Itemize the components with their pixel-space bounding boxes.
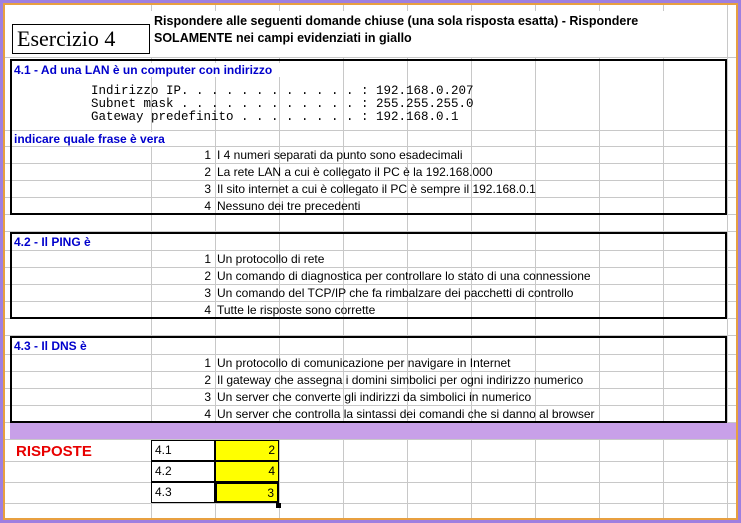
question-4-1-prompt[interactable]: indicare quale frase è vera [12, 132, 198, 146]
grid-line [727, 5, 728, 518]
instruction-line-1: Rispondere alle seguenti domande chiuse (una sola risposta esatta) - Rispondere [154, 14, 639, 28]
option-text[interactable]: Tutte le risposte sono corrette [217, 303, 376, 317]
option-text[interactable]: Il gateway che assegna i domini simbolici per ogni indirizzo numerico [217, 373, 584, 387]
answer-cell-4-2[interactable]: 4 [215, 461, 279, 482]
answer-label-4-1[interactable]: 4.1 [151, 440, 215, 461]
option-text[interactable]: La rete LAN a cui è collegato il PC è la 192.168.000 [217, 165, 493, 179]
grid-line [5, 482, 736, 483]
grid-line [5, 461, 736, 462]
instruction-line-2: SOLAMENTE nei campi evidenziati in giallo [154, 31, 412, 45]
option-number[interactable]: 3 [204, 286, 211, 300]
spreadsheet [5, 5, 736, 518]
gateway-line: Gateway predefinito . . . . . . . . : 192.168.0.1 [91, 110, 459, 124]
answer-label-4-2[interactable]: 4.2 [151, 461, 215, 482]
option-number[interactable]: 2 [204, 373, 211, 387]
option-text[interactable]: Un protocollo di comunicazione per navigare in Internet [217, 356, 511, 370]
question-4-3-title[interactable]: 4.3 - Il DNS è [12, 339, 124, 353]
question-4-1-title[interactable]: 4.1 - Ad una LAN è un computer con indirizzo [12, 63, 310, 77]
question-4-2-title[interactable]: 4.2 - Il PING è [12, 235, 124, 249]
option-text[interactable]: Un comando del TCP/IP che fa rimbalzare dei pacchetti di controllo [217, 286, 574, 300]
option-text[interactable]: Il sito internet a cui è collegato il PC è sempre il 192.168.0.1 [217, 182, 536, 196]
option-text[interactable]: Un server che converte gli indirizzi da simbolici in numerico [217, 390, 532, 404]
answer-cell-4-3-selected[interactable]: 3 [215, 482, 279, 503]
option-number[interactable]: 3 [204, 390, 211, 404]
subnet-mask-line: Subnet mask . . . . . . . . . . . . : 255.255.255.0 [91, 97, 474, 111]
option-number[interactable]: 1 [204, 356, 211, 370]
option-number[interactable]: 1 [204, 252, 211, 266]
option-text[interactable]: Un server che controlla la sintassi dei comandi che si danno al browser [217, 407, 595, 421]
page-title[interactable]: Esercizio 4 [12, 24, 150, 54]
answers-heading[interactable]: RISPOSTE [16, 443, 92, 460]
option-number[interactable]: 2 [204, 165, 211, 179]
option-number[interactable]: 4 [204, 407, 211, 421]
option-number[interactable]: 1 [204, 148, 211, 162]
separator-band [10, 423, 736, 439]
grid-line [5, 503, 736, 504]
grid-line [5, 439, 736, 440]
answer-cell-4-1[interactable]: 2 [215, 440, 279, 461]
option-text[interactable]: Un comando di diagnostica per controllare lo stato di una connessione [217, 269, 591, 283]
option-number[interactable]: 2 [204, 269, 211, 283]
option-number[interactable]: 3 [204, 182, 211, 196]
ip-address-line: Indirizzo IP. . . . . . . . . . . . : 192.168.0.207 [91, 84, 474, 98]
instructions[interactable] [151, 11, 725, 57]
option-text[interactable]: Nessuno dei tre precedenti [217, 199, 361, 213]
option-number[interactable]: 4 [204, 303, 211, 317]
grid-line [5, 57, 736, 58]
option-text[interactable]: Un protocollo di rete [217, 252, 325, 266]
option-text[interactable]: I 4 numeri separati da punto sono esadecimali [217, 148, 463, 162]
option-number[interactable]: 4 [204, 199, 211, 213]
answer-label-4-3[interactable]: 4.3 [151, 482, 215, 503]
fill-handle[interactable] [276, 503, 281, 508]
